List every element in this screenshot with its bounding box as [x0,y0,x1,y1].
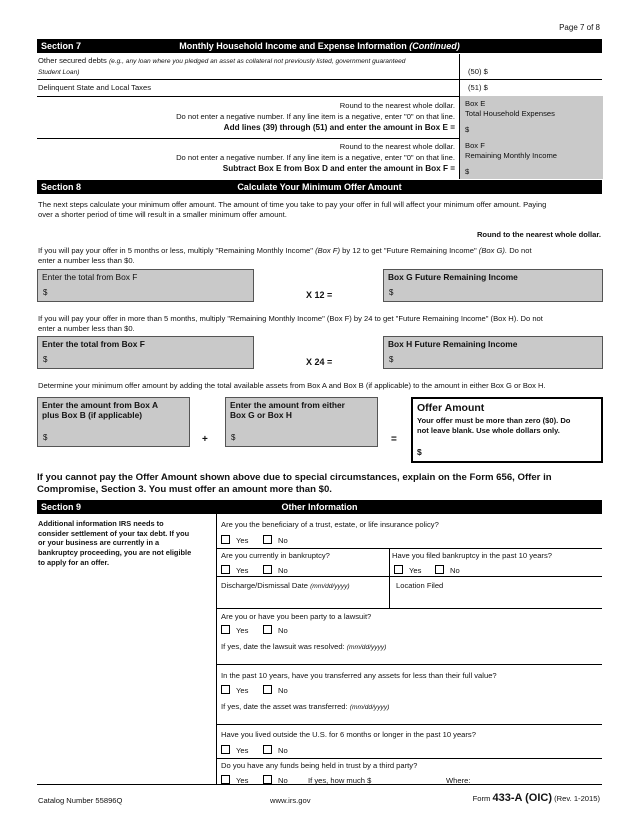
dollar-sign: $ [43,355,48,364]
boxG-field[interactable] [383,269,603,302]
trust-funds-amount-field[interactable]: If yes, how much $ [308,776,372,785]
trust-funds-yes-checkbox[interactable] [221,775,230,784]
yes-label: Yes [236,566,249,575]
boxF-field[interactable] [459,138,603,179]
boxAB-label: Enter the amount from Box A plus Box B (if applicable) [42,400,159,420]
secured-debts-label: Other secured debts (e.g., any loan where you pledged an asset as collateral not previously listed, government guaranteed Student Loan) [38,56,406,76]
yes-label: Yes [236,686,249,695]
q-filed-bankruptcy: Have you filed bankruptcy in the past 10 years? [392,551,552,560]
q-funds-in-trust: Do you have any funds being held in trust by a third party? [221,761,418,770]
offer-amount-title: Offer Amount [417,402,485,414]
trust-yes-checkbox[interactable] [221,535,230,544]
yes-label: Yes [236,746,249,755]
dollar-sign: $ [231,433,236,442]
catalog-number: Catalog Number 55896Q [38,796,123,805]
plus-sign: + [202,434,208,445]
no-label: No [450,566,460,575]
boxE-dollar: $ [465,125,470,134]
outside-yes-checkbox[interactable] [221,745,230,754]
q-lawsuit: Are you or have you been party to a lawsuit? [221,612,372,621]
offer-dollar: $ [417,447,422,457]
trust-funds-where-field[interactable]: Where: [446,776,471,785]
yes-label: Yes [236,536,249,545]
offer-amount-note: Your offer must be more than zero ($0). Do not leave blank. Use whole dollars only. [417,416,571,435]
discharge-date-field[interactable]: Discharge/Dismissal Date (mm/dd/yyyy) [221,581,350,590]
determine-instruction: Determine your minimum offer amount by adding the total available assets from Box A and Box B (if applicable) to the amount in either Box G or Box H. [38,381,546,390]
no-label: No [278,626,288,635]
transfer-date-field[interactable]: If yes, date the asset was transferred: (mm/dd/yyyy) [221,702,390,711]
page-number: Page 7 of 8 [559,23,600,32]
round-note: Round to the nearest whole dollar. [476,230,601,239]
irs-website-link[interactable]: www.irs.gov [270,796,311,805]
boxE-title: Box E [465,99,486,108]
section8-label: Section 8 [41,182,82,192]
yes-label: Yes [236,626,249,635]
section9-sidebar: Additional information IRS needs to consider settlement of your tax debt. If you or your business are currently in a bankruptcy proceeding, you are not eligible to apply for an offer. [38,519,192,567]
section8-intro: The next steps calculate your minimum offer amount. The amount of time you take to pay your offer in full will affect your minimum offer amount. Paying over a shorter period of time will result in a smaller minimum offer amount. [38,200,547,219]
boxE-negative-note: Do not enter a negative number. If any line item is a negative, enter "0" on that line. [176,112,455,121]
section7-title: Monthly Household Income and Expense Information (Continued) [179,41,460,51]
boxF-instruction: Subtract Box E from Box D and enter the amount in Box F = [222,164,455,173]
section7-header [37,39,602,53]
boxG-label: Box G Future Remaining Income [388,272,518,282]
q-lived-outside-us: Have you lived outside the U.S. for 6 months or longer in the past 10 years? [221,730,476,739]
section8-title: Calculate Your Minimum Offer Amount [237,182,402,192]
boxAB-field[interactable] [37,397,190,447]
section9-title: Other Information [281,502,358,512]
times-24: X 24 = [306,357,333,367]
no-label: No [278,686,288,695]
section9-label: Section 9 [41,502,82,512]
boxF-round-note: Round to the nearest whole dollar. [339,142,455,151]
five-months-instruction: If you will pay your offer in 5 months or less, multiply "Remaining Monthly Income" (Box F) by 12 to get "Future Remaining Income" (Box G). Do not enter a number less than $0. [38,246,532,265]
boxH-field[interactable] [383,336,603,369]
trust-no-checkbox[interactable] [263,535,272,544]
dollar-sign: $ [389,288,394,297]
boxF-title: Box F [465,141,485,150]
no-label: No [278,776,288,785]
line51-field[interactable]: (51) $ [468,83,488,92]
lawsuit-yes-checkbox[interactable] [221,625,230,634]
delinquent-taxes-label: Delinquent State and Local Taxes [38,83,152,92]
bankruptcy-no-checkbox[interactable] [263,565,272,574]
yes-label: Yes [236,776,249,785]
dollar-sign: $ [389,355,394,364]
times-12: X 12 = [306,290,333,300]
boxE-round-note: Round to the nearest whole dollar. [339,101,455,110]
outside-no-checkbox[interactable] [263,745,272,754]
yes-label: Yes [409,566,422,575]
q-trust-beneficiary: Are you the beneficiary of a trust, estate, or life insurance policy? [221,520,439,529]
transfer-yes-checkbox[interactable] [221,685,230,694]
boxGH-field[interactable] [225,397,378,447]
boxF-total-label-2: Enter the total from Box F [42,339,145,349]
line50-field[interactable]: (50) $ [468,67,488,76]
section9-header [37,500,602,514]
lawsuit-date-field[interactable]: If yes, date the lawsuit was resolved: (mm/dd/yyyy) [221,642,387,651]
boxF-total-field-2[interactable] [37,336,254,369]
dollar-sign: $ [43,433,48,442]
form-number: Form 433-A (OIC) (Rev. 1-2015) [472,792,600,804]
filed-bankruptcy-yes-checkbox[interactable] [394,565,403,574]
boxF-dollar: $ [465,167,470,176]
boxF-total-field[interactable] [37,269,254,302]
no-label: No [278,746,288,755]
no-label: No [278,536,288,545]
boxE-subtitle: Total Household Expenses [465,109,555,118]
no-label: No [278,566,288,575]
section7-label: Section 7 [41,41,82,51]
more-months-instruction: If you will pay your offer in more than 5 months, multiply "Remaining Monthly Income" (Box F) by 24 to get "Future Remaining Income" (Box H). Do not enter a number less than $0. [38,314,543,333]
bankruptcy-yes-checkbox[interactable] [221,565,230,574]
trust-funds-no-checkbox[interactable] [263,775,272,784]
filed-bankruptcy-no-checkbox[interactable] [435,565,444,574]
boxF-total-label: Enter the total from Box F [42,272,138,282]
dollar-sign: $ [43,288,48,297]
transfer-no-checkbox[interactable] [263,685,272,694]
equals-sign: = [391,434,397,445]
location-filed-field[interactable]: Location Filed [396,581,444,590]
q-current-bankruptcy: Are you currently in bankruptcy? [221,551,330,560]
boxF-subtitle: Remaining Monthly Income [465,151,558,160]
boxH-label: Box H Future Remaining Income [388,339,518,349]
boxE-field[interactable] [459,96,603,138]
boxGH-label: Enter the amount from either Box G or Box H [230,400,345,420]
lawsuit-no-checkbox[interactable] [263,625,272,634]
boxF-negative-note: Do not enter a negative number. If any line item is a negative, enter "0" on that line. [176,153,455,162]
q-asset-transfer: In the past 10 years, have you transferred any assets for less than their full value? [221,671,497,680]
boxE-instruction: Add lines (39) through (51) and enter the amount in Box E = [223,123,455,132]
offer-amount-field[interactable] [411,397,603,463]
section8-header [37,180,602,194]
special-circumstances-note: If you cannot pay the Offer Amount shown above due to special circumstances, explain on the Form 656, Offer in Compromise, Section 3. You must offer an amount more than $0. [37,472,552,495]
